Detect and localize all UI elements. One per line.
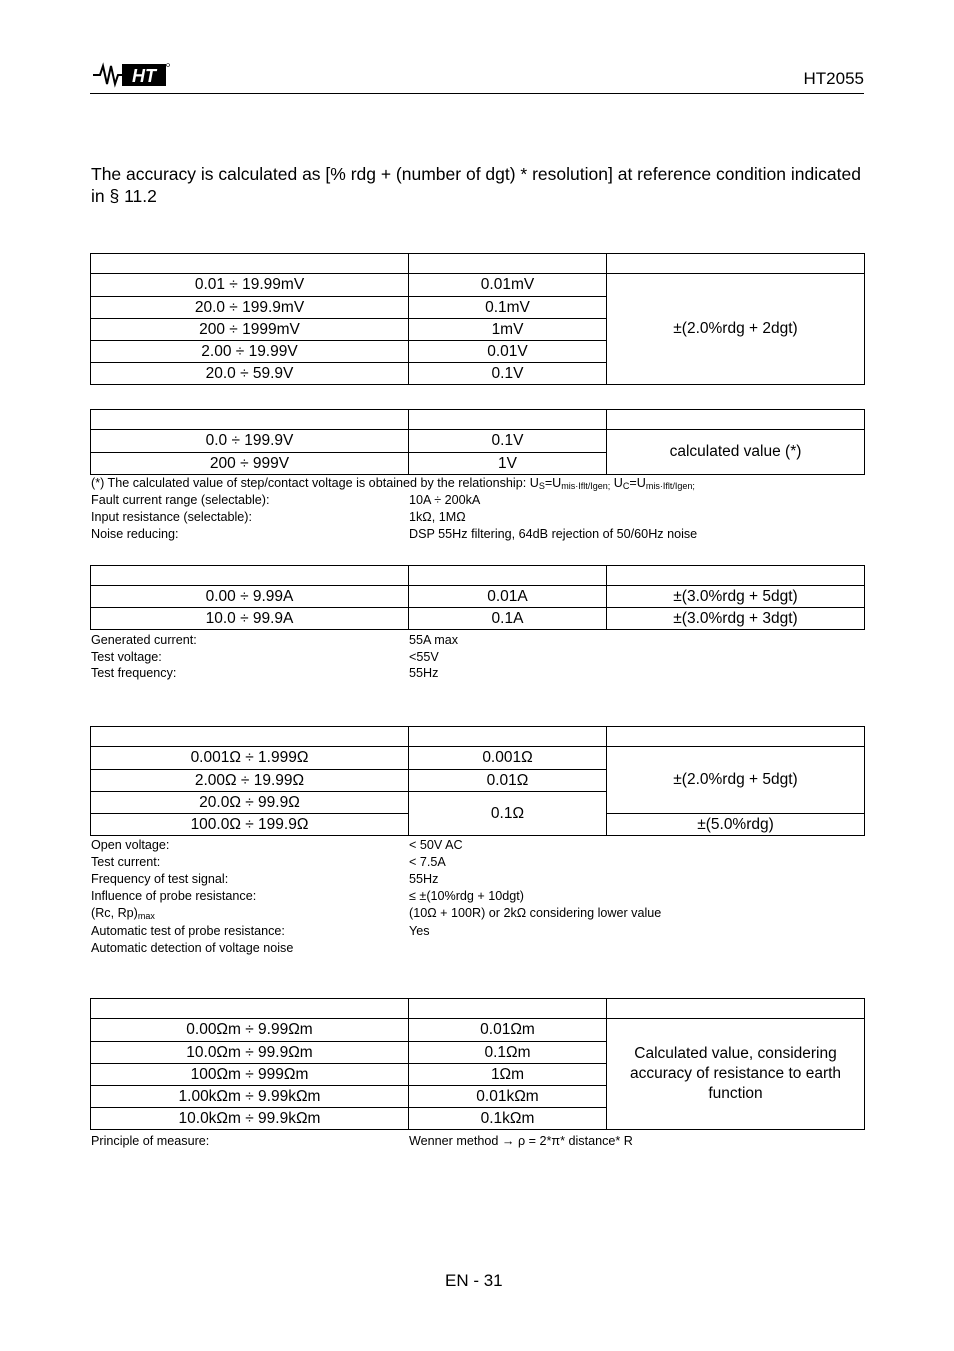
spec-label: Test frequency: (91, 666, 177, 680)
range-cell: 200 ÷ 999V (91, 453, 409, 475)
resolution-cell: 0.1V (409, 363, 607, 385)
range-cell: 100Ωm ÷ 999Ωm (91, 1064, 409, 1086)
range-cell: 2.00Ω ÷ 19.99Ω (91, 770, 409, 792)
accuracy-cell: ±(2.0%rdg + 5dgt) (607, 747, 865, 814)
range-cell: 10.0 ÷ 99.9A (91, 608, 409, 630)
range-cell: 200 ÷ 1999mV (91, 319, 409, 341)
resolution-cell: 0.1Ωm (409, 1042, 607, 1064)
spec-label: Noise reducing: (91, 527, 179, 541)
intro-paragraph: The accuracy is calculated as [% rdg + (number of dgt) * resolution] at reference condition indicated in § 11.2 (91, 164, 861, 206)
spec-value: DSP 55Hz filtering, 64dB rejection of 50/60Hz noise (409, 527, 698, 541)
spec-label: Generated current: (91, 633, 197, 647)
spec-value: Yes (409, 924, 430, 938)
range-cell: 20.0Ω ÷ 99.9Ω (91, 792, 409, 814)
spec-value: (10Ω + 100R) or 2kΩ considering lower value (409, 906, 662, 920)
resolution-cell: 0.01mV (409, 274, 607, 297)
spec-label: Open voltage: (91, 838, 170, 852)
ht-logo (92, 62, 170, 88)
range-cell: 0.001Ω ÷ 1.999Ω (91, 747, 409, 770)
spec-value: <55V (409, 650, 439, 664)
resolution-cell: 0.01Ω (409, 770, 607, 792)
logo-text: HT (132, 66, 156, 86)
spec-label: Input resistance (selectable): (91, 510, 253, 524)
spec-list (0, 632, 954, 682)
spec-value: < 50V AC (409, 838, 463, 852)
spec-value: 55Hz (409, 666, 439, 680)
spec-label: Fault current range (selectable): (91, 493, 270, 507)
range-cell: 10.0Ωm ÷ 99.9Ωm (91, 1042, 409, 1064)
header-cell (409, 566, 607, 586)
spec-value: < 7.5A (409, 855, 446, 869)
accuracy-cell: ±(2.0%rdg + 2dgt) (607, 274, 865, 385)
accuracy-cell: ±(3.0%rdg + 5dgt) (607, 586, 865, 608)
resolution-cell: 0.01Ωm (409, 1019, 607, 1042)
spec-label: Influence of probe resistance: (91, 889, 257, 903)
spec-value: ≤ ±(10%rdg + 10dgt) (409, 889, 524, 903)
resolution-cell: 0.001Ω (409, 747, 607, 770)
range-cell: 0.0 ÷ 199.9V (91, 430, 409, 453)
resolution-cell: 1V (409, 453, 607, 475)
spec-value: 10A ÷ 200kA (409, 493, 481, 507)
spec-label: Test current: (91, 855, 161, 869)
header-cell (91, 566, 409, 586)
spec-list (0, 1133, 954, 1150)
resolution-cell: 0.01A (409, 586, 607, 608)
header-cell (607, 727, 865, 747)
resolution-cell: 0.01V (409, 341, 607, 363)
resolution-cell: 0.01kΩm (409, 1086, 607, 1108)
header-cell (91, 410, 409, 430)
header-cell (409, 727, 607, 747)
header-cell (91, 254, 409, 274)
model-name: HT2055 (803, 69, 864, 88)
page-number: EN - 31 (445, 1271, 503, 1290)
table-resistance (90, 726, 865, 836)
spec-label: Test voltage: (91, 650, 162, 664)
accuracy-cell: Calculated value, considering accuracy of resistance to earth function (607, 1019, 865, 1130)
header-divider (90, 93, 864, 94)
spec-label: Frequency of test signal: (91, 872, 229, 886)
spec-list (0, 837, 954, 957)
spec-list (0, 492, 954, 543)
spec-label: (Rc, $Rp)_{max}$ (91, 906, 155, 921)
accuracy-cell: calculated value (*) (607, 430, 865, 475)
footnote: (*) The calculated value of step/contact voltage is obtained by the relationship: $U_S=U_{mis\cdot Iflt/Igen;}$ $U_C=U_{mis\cdot Iflt/Igen;}$ (91, 476, 695, 491)
range-cell: 10.0kΩm ÷ 99.9kΩm (91, 1108, 409, 1130)
spec-label: Principle of measure: (91, 1134, 210, 1148)
resolution-cell: 0.1kΩm (409, 1108, 607, 1130)
spec-value: 55A max (409, 633, 459, 647)
accuracy-cell: ±(5.0%rdg) (607, 814, 865, 836)
spec-value: 1kΩ, 1MΩ (409, 510, 466, 524)
header-cell (409, 410, 607, 430)
table-current (90, 565, 865, 630)
table-step-voltage (90, 409, 865, 475)
range-cell: 20.0 ÷ 199.9mV (91, 297, 409, 319)
header-cell (607, 999, 865, 1019)
spec-value: Wenner method → ρ = 2*π* distance* R (409, 1134, 633, 1148)
resolution-cell: 1Ωm (409, 1064, 607, 1086)
table-resistivity (90, 998, 865, 1130)
range-cell: 1.00kΩm ÷ 9.99kΩm (91, 1086, 409, 1108)
range-cell: 0.00Ωm ÷ 9.99Ωm (91, 1019, 409, 1042)
resolution-cell: 0.1mV (409, 297, 607, 319)
range-cell: 0.01 ÷ 19.99mV (91, 274, 409, 297)
resolution-cell: 1mV (409, 319, 607, 341)
header-cell (91, 727, 409, 747)
table-voltage (90, 253, 865, 385)
header-cell (607, 566, 865, 586)
resolution-cell: 0.1V (409, 430, 607, 453)
header-cell (607, 410, 865, 430)
resolution-cell: 0.1Ω (409, 792, 607, 836)
header-cell (91, 999, 409, 1019)
spec-label: Automatic detection of voltage noise (91, 941, 294, 955)
range-cell: 20.0 ÷ 59.9V (91, 363, 409, 385)
spec-value: 55Hz (409, 872, 439, 886)
range-cell: 100.0Ω ÷ 199.9Ω (91, 814, 409, 836)
accuracy-cell: ±(3.0%rdg + 3dgt) (607, 608, 865, 630)
resolution-cell: 0.1A (409, 608, 607, 630)
range-cell: 0.00 ÷ 9.99A (91, 586, 409, 608)
header-cell (409, 254, 607, 274)
spec-label: Automatic test of probe resistance: (91, 924, 285, 938)
header-cell (409, 999, 607, 1019)
range-cell: 2.00 ÷ 19.99V (91, 341, 409, 363)
header-cell (607, 254, 865, 274)
